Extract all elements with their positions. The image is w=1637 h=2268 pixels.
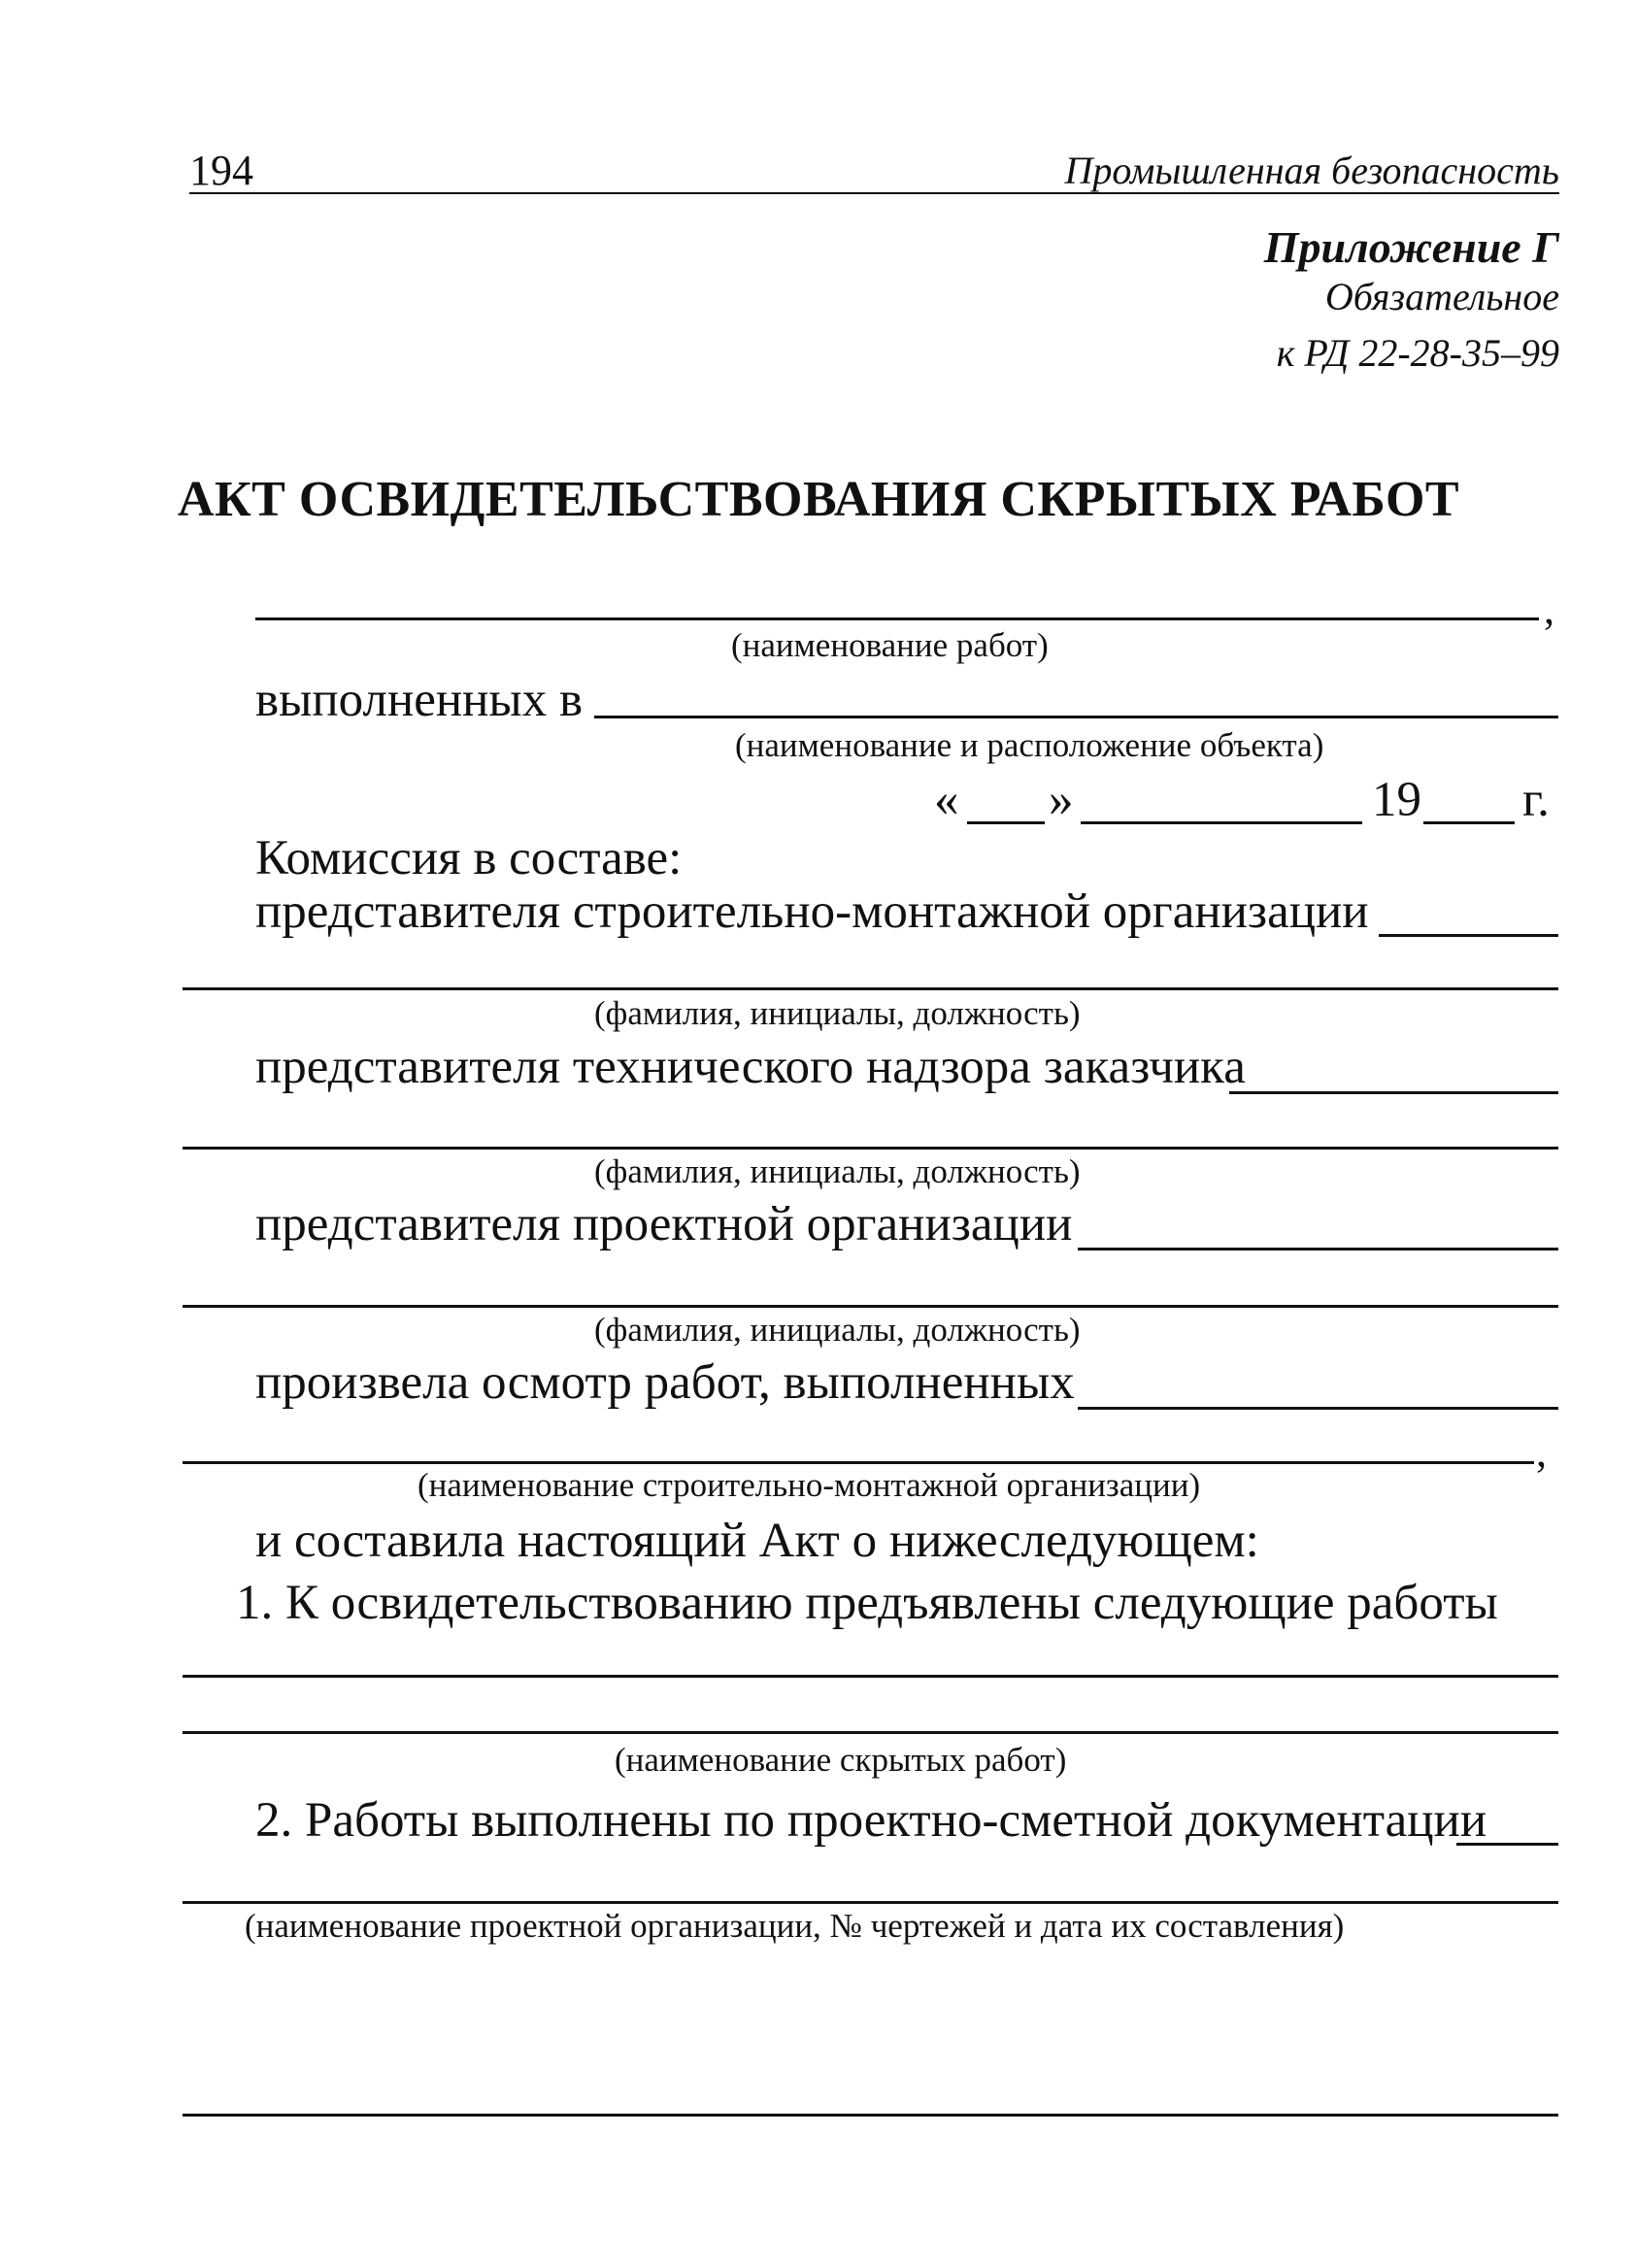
construction-org-comma: , bbox=[1536, 1428, 1547, 1476]
rep-construction-label: представителя строительно-монтажной организации bbox=[255, 884, 1369, 939]
construction-org-line bbox=[183, 1461, 1534, 1464]
date-day-line bbox=[967, 821, 1045, 824]
commission-label: Комиссия в составе: bbox=[255, 831, 683, 885]
hidden-works-line-1 bbox=[183, 1675, 1558, 1678]
bottom-line bbox=[183, 2114, 1558, 2117]
item2-label: 2. Работы выполнены по проектно-сметной документации bbox=[255, 1793, 1487, 1848]
rep-supervision-line bbox=[183, 1147, 1558, 1150]
performed-in-label: выполненных в bbox=[255, 673, 584, 727]
rep-design-line-end bbox=[1078, 1248, 1558, 1251]
rep-supervision-label: представителя технического надзора заказчика bbox=[255, 1040, 1246, 1094]
caption-construction-org: (наименование строительно-монтажной организации) bbox=[418, 1466, 1201, 1504]
caption-object: (наименование и расположение объекта) bbox=[735, 726, 1324, 764]
date-year-prefix: 19 bbox=[1372, 773, 1421, 827]
date-year-line bbox=[1423, 821, 1515, 824]
work-name-comma: , bbox=[1544, 585, 1554, 633]
running-title: Промышленная безопасность bbox=[1064, 149, 1559, 192]
object-line bbox=[594, 716, 1558, 718]
hidden-works-line-2 bbox=[183, 1731, 1558, 1734]
design-docs-line-end bbox=[1456, 1843, 1558, 1846]
document-title: АКТ ОСВИДЕТЕЛЬСТВОВАНИЯ СКРЫТЫХ РАБОТ bbox=[177, 472, 1460, 527]
date-open-quote: « bbox=[934, 773, 959, 827]
caption-person-design: (фамилия, инициалы, должность) bbox=[594, 1311, 1081, 1349]
appendix-title: Приложение Г bbox=[1263, 222, 1559, 272]
rep-construction-line bbox=[183, 987, 1558, 990]
rep-supervision-line-end bbox=[1229, 1091, 1558, 1094]
caption-person-supervision: (фамилия, инициалы, должность) bbox=[594, 1152, 1081, 1190]
page-number: 194 bbox=[189, 147, 253, 194]
date-year-suffix: г. bbox=[1522, 773, 1550, 827]
item1-label: 1. К освидетельствованию предъявлены следующие работы bbox=[236, 1576, 1498, 1630]
date-close-quote: » bbox=[1049, 773, 1074, 827]
caption-work-name: (наименование работ) bbox=[731, 626, 1049, 664]
caption-hidden-works: (наименование скрытых работ) bbox=[615, 1741, 1067, 1779]
compiled-label: и составила настоящий Акт о нижеследующем: bbox=[255, 1514, 1259, 1568]
work-name-line bbox=[255, 617, 1539, 620]
rep-design-line bbox=[183, 1305, 1558, 1308]
rep-design-label: представителя проектной организации bbox=[255, 1197, 1073, 1251]
appendix-reference: к РД 22-28-35–99 bbox=[1276, 331, 1559, 375]
rep-construction-line-end bbox=[1379, 934, 1558, 937]
header-rule bbox=[189, 192, 1559, 194]
inspected-label: произвела осмотр работ, выполненных bbox=[255, 1355, 1075, 1410]
design-docs-line bbox=[183, 1901, 1558, 1904]
caption-design-docs: (наименование проектной организации, № чертежей и дата их составления) bbox=[245, 1907, 1345, 1945]
inspected-line-end bbox=[1078, 1407, 1558, 1410]
caption-person-construction: (фамилия, инициалы, должность) bbox=[594, 994, 1081, 1032]
date-month-line bbox=[1081, 821, 1362, 824]
appendix-status: Обязательное bbox=[1324, 275, 1559, 318]
